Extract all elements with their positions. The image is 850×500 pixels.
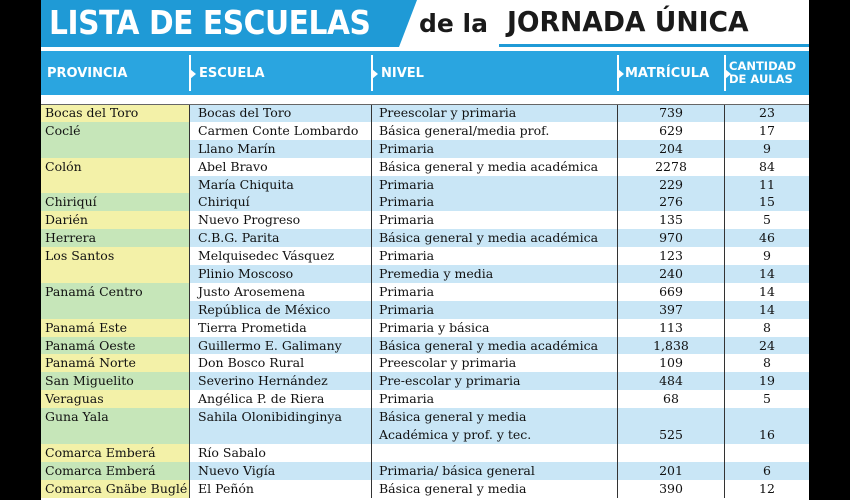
matricula-cell: 390 [617, 480, 724, 498]
aulas-cell: 9 [724, 247, 809, 265]
table-row [41, 301, 809, 319]
matricula-cell: 276 [617, 193, 724, 211]
aulas-cell: 14 [724, 265, 809, 283]
provincia-cell [41, 176, 189, 194]
aulas-cell [724, 444, 809, 462]
nivel-cell: Premedia y media [371, 265, 617, 283]
table-row [41, 426, 809, 444]
matricula-cell: 201 [617, 462, 724, 480]
matricula-cell: 123 [617, 247, 724, 265]
matricula-cell: 2278 [617, 158, 724, 176]
nivel-cell: Primaria [371, 211, 617, 229]
aulas-cell: 17 [724, 122, 809, 140]
nivel-cell: Primaria [371, 176, 617, 194]
provincia-cell: Coclé [41, 122, 189, 140]
table-row [41, 176, 809, 194]
matricula-cell [617, 444, 724, 462]
nivel-cell: Primaria y básica [371, 319, 617, 337]
escuela-cell: Melquisedec Vásquez [189, 247, 371, 265]
nivel-cell: Primaria [371, 301, 617, 319]
nivel-cell: Académica y prof. y tec. [371, 426, 617, 444]
aulas-cell: 15 [724, 193, 809, 211]
table-row [41, 193, 809, 211]
nivel-cell: Primaria [371, 283, 617, 301]
escuela-cell: Tierra Prometida [189, 319, 371, 337]
title-main: LISTA DE ESCUELAS [49, 3, 371, 42]
matricula-cell: 1,838 [617, 337, 724, 355]
escuela-cell: El Peñón [189, 480, 371, 498]
matricula-cell: 525 [617, 426, 724, 444]
matricula-cell: 739 [617, 104, 724, 122]
aulas-cell: 14 [724, 301, 809, 319]
header-separator [724, 55, 726, 91]
provincia-cell [41, 301, 189, 319]
matricula-cell: 240 [617, 265, 724, 283]
table-row [41, 372, 809, 390]
table-row [41, 337, 809, 355]
header-matricula: MATRÍCULA [625, 65, 710, 81]
table-row [41, 444, 809, 462]
escuela-cell: María Chiquita [189, 176, 371, 194]
matricula-cell: 204 [617, 140, 724, 158]
provincia-cell: Colón [41, 158, 189, 176]
header-nivel: NIVEL [381, 65, 424, 81]
matricula-cell: 629 [617, 122, 724, 140]
table-row [41, 265, 809, 283]
provincia-cell: Bocas del Toro [41, 104, 189, 122]
table-row [41, 122, 809, 140]
nivel-cell: Primaria [371, 140, 617, 158]
table-row [41, 390, 809, 408]
table-row [41, 283, 809, 301]
header-aulas-line2: DE AULAS [729, 72, 793, 86]
aulas-cell: 16 [724, 426, 809, 444]
escuela-cell: Guillermo E. Galimany [189, 337, 371, 355]
matricula-cell: 113 [617, 319, 724, 337]
table-row [41, 211, 809, 229]
escuela-cell: Nuevo Vigía [189, 462, 371, 480]
escuela-cell: C.B.G. Parita [189, 229, 371, 247]
table-top-border [41, 104, 809, 105]
nivel-cell: Pre-escolar y primaria [371, 372, 617, 390]
escuela-cell: Río Sabalo [189, 444, 371, 462]
provincia-cell: Panamá Oeste [41, 337, 189, 355]
nivel-cell: Básica general/media prof. [371, 122, 617, 140]
aulas-cell: 6 [724, 462, 809, 480]
aulas-cell: 46 [724, 229, 809, 247]
nivel-cell: Preescolar y primaria [371, 104, 617, 122]
escuela-cell: Carmen Conte Lombardo [189, 122, 371, 140]
nivel-cell: Básica general y media académica [371, 337, 617, 355]
provincia-cell: Panamá Norte [41, 354, 189, 372]
table-row [41, 140, 809, 158]
aulas-cell: 9 [724, 140, 809, 158]
aulas-cell: 19 [724, 372, 809, 390]
matricula-cell: 109 [617, 354, 724, 372]
matricula-cell [617, 408, 724, 426]
provincia-cell: Guna Yala [41, 408, 189, 426]
table-header [41, 51, 809, 95]
escuela-cell: Llano Marín [189, 140, 371, 158]
nivel-cell: Básica general y media [371, 408, 617, 426]
title-connector: de la [419, 9, 488, 38]
escuela-cell: Nuevo Progreso [189, 211, 371, 229]
escuela-cell: Angélica P. de Riera [189, 390, 371, 408]
aulas-cell: 11 [724, 176, 809, 194]
escuela-cell: Plinio Moscoso [189, 265, 371, 283]
schools-table [41, 104, 809, 498]
nivel-cell [371, 444, 617, 462]
aulas-cell: 12 [724, 480, 809, 498]
nivel-cell: Básica general y media [371, 480, 617, 498]
provincia-cell [41, 140, 189, 158]
aulas-cell [724, 408, 809, 426]
nivel-cell: Preescolar y primaria [371, 354, 617, 372]
header-separator [617, 55, 619, 91]
escuela-cell: Bocas del Toro [189, 104, 371, 122]
escuela-cell: Severino Hernández [189, 372, 371, 390]
aulas-cell: 8 [724, 354, 809, 372]
matricula-cell: 397 [617, 301, 724, 319]
aulas-cell: 5 [724, 211, 809, 229]
nivel-cell: Primaria [371, 247, 617, 265]
provincia-cell [41, 426, 189, 444]
provincia-cell [41, 265, 189, 283]
nivel-cell: Básica general y media académica [371, 158, 617, 176]
provincia-cell: Comarca Gnäbe Buglé [41, 480, 189, 498]
matricula-cell: 135 [617, 211, 724, 229]
matricula-cell: 669 [617, 283, 724, 301]
matricula-cell: 68 [617, 390, 724, 408]
matricula-cell: 484 [617, 372, 724, 390]
table-row [41, 158, 809, 176]
header-separator [189, 55, 191, 91]
table-row [41, 480, 809, 498]
provincia-cell: Comarca Emberá [41, 444, 189, 462]
escuela-cell: Chiriquí [189, 193, 371, 211]
escuela-cell: Don Bosco Rural [189, 354, 371, 372]
header-escuela: ESCUELA [199, 65, 265, 81]
table-row [41, 104, 809, 122]
aulas-cell: 8 [724, 319, 809, 337]
table-row [41, 319, 809, 337]
header-separator [371, 55, 373, 91]
nivel-cell: Primaria [371, 390, 617, 408]
table-row [41, 229, 809, 247]
header-aulas-line1: CANTIDAD [729, 59, 797, 73]
provincia-cell: Chiriquí [41, 193, 189, 211]
provincia-cell: Comarca Emberá [41, 462, 189, 480]
provincia-cell: Herrera [41, 229, 189, 247]
header-aulas [729, 51, 809, 95]
aulas-cell: 5 [724, 390, 809, 408]
nivel-cell: Primaria [371, 193, 617, 211]
escuela-cell: Sahila Olonibidinginya [189, 408, 371, 426]
table-row [41, 354, 809, 372]
matricula-cell: 229 [617, 176, 724, 194]
title-accent: JORNADA ÚNICA [507, 5, 749, 38]
nivel-cell: Básica general y media académica [371, 229, 617, 247]
aulas-cell: 23 [724, 104, 809, 122]
provincia-cell: San Miguelito [41, 372, 189, 390]
table-row [41, 408, 809, 426]
escuela-cell: República de México [189, 301, 371, 319]
table-row [41, 247, 809, 265]
provincia-cell: Panamá Centro [41, 283, 189, 301]
aulas-cell: 84 [724, 158, 809, 176]
aulas-cell: 24 [724, 337, 809, 355]
school-list-infographic [41, 0, 809, 500]
provincia-cell: Darién [41, 211, 189, 229]
provincia-cell: Panamá Este [41, 319, 189, 337]
provincia-cell: Los Santos [41, 247, 189, 265]
nivel-cell: Primaria/ básica general [371, 462, 617, 480]
escuela-cell: Abel Bravo [189, 158, 371, 176]
aulas-cell: 14 [724, 283, 809, 301]
matricula-cell: 970 [617, 229, 724, 247]
header-provincia: PROVINCIA [47, 65, 128, 81]
escuela-cell [189, 426, 371, 444]
provincia-cell: Veraguas [41, 390, 189, 408]
escuela-cell: Justo Arosemena [189, 283, 371, 301]
table-row [41, 462, 809, 480]
